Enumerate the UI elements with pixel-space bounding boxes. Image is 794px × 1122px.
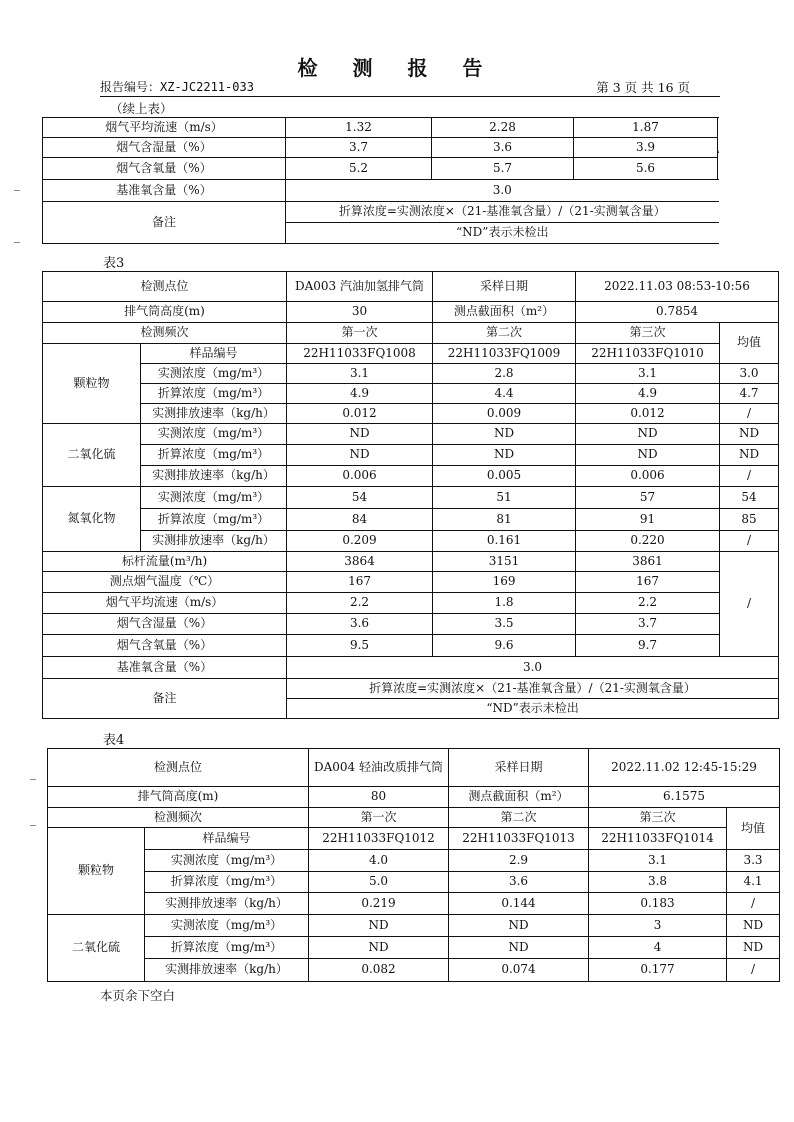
table-row — [43, 138, 719, 158]
run1-value: 9.5 — [287, 635, 433, 657]
ref-o2-value: 3.0 — [287, 657, 779, 679]
run3-value: 0.177 — [589, 959, 727, 982]
height-value: 80 — [309, 787, 449, 808]
table-row — [43, 118, 719, 138]
run3-value: 167 — [576, 572, 720, 593]
item-label: 实测排放速率（kg/h） — [141, 531, 287, 552]
table4-label: 表4 — [103, 733, 125, 748]
run3-value: 9.7 — [576, 635, 720, 657]
item-label: 实测浓度（mg/m³） — [141, 487, 287, 509]
table-row — [43, 424, 779, 445]
remark-nd: “ND”表示未检出 — [287, 699, 779, 719]
run1-value: 84 — [287, 509, 433, 531]
height-label: 排气筒高度(m) — [43, 302, 287, 323]
param-label: 烟气含湿量（%） — [43, 614, 287, 635]
remark-label: 备注 — [43, 679, 287, 719]
run3-value: 4 — [589, 937, 727, 959]
avg-value: 85 — [720, 509, 779, 531]
run1-value: 54 — [287, 487, 433, 509]
table-row — [48, 872, 780, 893]
run1-value: 4.0 — [309, 850, 449, 872]
table-row — [43, 384, 779, 404]
run2-value: 22H11033FQ1013 — [449, 828, 589, 850]
scan-mark — [14, 190, 20, 191]
area-value: 6.1575 — [589, 787, 780, 808]
item-label: 样品编号 — [145, 828, 309, 850]
run3-value: 3.9 — [574, 138, 718, 158]
table-row — [43, 364, 779, 384]
avg-value: / — [720, 404, 779, 424]
run2-value: 2.9 — [449, 850, 589, 872]
table-row — [48, 850, 780, 872]
run3-value: 1.87 — [574, 118, 718, 138]
pollutant-name: 氮氧化物 — [43, 487, 141, 552]
run3-value: 91 — [576, 509, 720, 531]
table4 — [47, 748, 780, 982]
run3-value: 3861 — [576, 552, 720, 572]
avg-value: ND — [720, 424, 779, 445]
run1-value: 3.1 — [287, 364, 433, 384]
run2-value: 0.144 — [449, 893, 589, 915]
run2-value: 51 — [433, 487, 576, 509]
run1-value: ND — [309, 937, 449, 959]
run3-value: 22H11033FQ1010 — [576, 344, 720, 364]
scan-mark — [14, 242, 20, 243]
run1-value: 5.2 — [286, 158, 432, 180]
param-label: 烟气平均流速（m/s） — [43, 593, 287, 614]
page-number: 第 3 页 共 16 页 — [596, 80, 690, 95]
run1-value: 0.082 — [309, 959, 449, 982]
continued-table — [42, 117, 719, 244]
run1-value: ND — [287, 445, 433, 466]
run3-value: 3.7 — [576, 614, 720, 635]
run2-value: ND — [433, 424, 576, 445]
run1-value: 22H11033FQ1008 — [287, 344, 433, 364]
item-label: 实测浓度（mg/m³） — [141, 424, 287, 445]
run3-value: 2.2 — [576, 593, 720, 614]
run1-value: 0.209 — [287, 531, 433, 552]
item-label: 样品编号 — [141, 344, 287, 364]
document-title: 检 测 报 告 — [297, 56, 497, 80]
run3-value: 3.8 — [589, 872, 727, 893]
avg-value: / — [727, 893, 780, 915]
table-row — [48, 808, 780, 828]
remark-label: 备注 — [43, 202, 286, 244]
table-row — [43, 272, 779, 302]
run1-value: 167 — [287, 572, 433, 593]
run1-header: 第一次 — [309, 808, 449, 828]
pollutant-name: 颗粒物 — [48, 828, 145, 915]
run2-value: 4.4 — [433, 384, 576, 404]
run1-value: 5.0 — [309, 872, 449, 893]
table-row — [43, 202, 719, 223]
pollutant-name: 二氧化硫 — [43, 424, 141, 487]
scan-mark — [30, 779, 36, 780]
avg-value: / — [720, 531, 779, 552]
point-value: DA004 轻油改质排气筒 — [309, 749, 449, 787]
run2-value: 0.009 — [433, 404, 576, 424]
run3-value: 0.006 — [576, 466, 720, 487]
param-label: 测点烟气温度（℃） — [43, 572, 287, 593]
run2-value: ND — [433, 445, 576, 466]
run2-value: ND — [449, 915, 589, 937]
continued-label: （续上表） — [110, 101, 173, 116]
item-label: 折算浓度（mg/m³） — [141, 384, 287, 404]
date-label: 采样日期 — [433, 272, 576, 302]
run1-value: 3.7 — [286, 138, 432, 158]
area-value: 0.7854 — [576, 302, 779, 323]
table-row — [43, 657, 779, 679]
remark-nd: “ND”表示未检出 — [286, 223, 719, 244]
date-label: 采样日期 — [449, 749, 589, 787]
param-label: 烟气含湿量（%） — [43, 138, 286, 158]
point-value: DA003 汽油加氢排气筒 — [287, 272, 433, 302]
run2-header: 第二次 — [449, 808, 589, 828]
run3-value: ND — [576, 424, 720, 445]
table-row — [48, 959, 780, 982]
run1-value: ND — [287, 424, 433, 445]
avg-header: 均值 — [727, 808, 780, 850]
table-row — [43, 552, 779, 572]
table-row — [48, 749, 780, 787]
table-row — [48, 828, 780, 850]
run2-value: 0.005 — [433, 466, 576, 487]
date-value: 2022.11.03 08:53-10:56 — [576, 272, 779, 302]
run2-value: 3151 — [433, 552, 576, 572]
item-label: 折算浓度（mg/m³） — [141, 445, 287, 466]
run1-value: 0.219 — [309, 893, 449, 915]
item-label: 实测浓度（mg/m³） — [145, 850, 309, 872]
run1-value: ND — [309, 915, 449, 937]
run2-value: 81 — [433, 509, 576, 531]
avg-value: ND — [727, 937, 780, 959]
run1-header: 第一次 — [287, 323, 433, 344]
scan-mark — [30, 825, 36, 826]
area-label: 测点截面积（m²） — [433, 302, 576, 323]
item-label: 实测排放速率（kg/h） — [145, 893, 309, 915]
remark-formula: 折算浓度=实测浓度×（21-基准氧含量）/（21-实测氧含量） — [286, 202, 719, 223]
run3-value: 0.183 — [589, 893, 727, 915]
item-label: 折算浓度（mg/m³） — [141, 509, 287, 531]
avg-header: 均值 — [720, 323, 779, 364]
run2-value: 3.6 — [449, 872, 589, 893]
table-row — [43, 509, 779, 531]
run2-value: 9.6 — [433, 635, 576, 657]
table-row — [43, 593, 779, 614]
item-label: 折算浓度（mg/m³） — [145, 937, 309, 959]
avg-slash — [718, 118, 719, 180]
table3 — [42, 271, 779, 719]
run2-value: 3.5 — [433, 614, 576, 635]
run3-value: 0.220 — [576, 531, 720, 552]
run2-value: 1.8 — [433, 593, 576, 614]
run2-value: 0.161 — [433, 531, 576, 552]
table-row — [43, 158, 719, 180]
run3-value: 3.1 — [576, 364, 720, 384]
item-label: 实测排放速率（kg/h） — [141, 466, 287, 487]
table-row — [43, 679, 779, 699]
run1-value: 22H11033FQ1012 — [309, 828, 449, 850]
run3-value: 3.1 — [589, 850, 727, 872]
table-row — [43, 180, 719, 202]
item-label: 实测浓度（mg/m³） — [145, 915, 309, 937]
avg-slash: / — [720, 552, 779, 657]
run2-value: 2.28 — [432, 118, 574, 138]
table-row — [48, 893, 780, 915]
avg-value: 54 — [720, 487, 779, 509]
avg-value: ND — [727, 915, 780, 937]
item-label: 折算浓度（mg/m³） — [145, 872, 309, 893]
avg-value: 4.1 — [727, 872, 780, 893]
table-row — [43, 466, 779, 487]
table-row — [43, 614, 779, 635]
run1-value: 3864 — [287, 552, 433, 572]
run1-value: 4.9 — [287, 384, 433, 404]
area-label: 测点截面积（m²） — [449, 787, 589, 808]
table-row — [48, 915, 780, 937]
avg-value: 3.0 — [720, 364, 779, 384]
param-label: 烟气平均流速（m/s） — [43, 118, 286, 138]
run3-header: 第三次 — [576, 323, 720, 344]
table3-label: 表3 — [103, 256, 125, 271]
run3-value: 4.9 — [576, 384, 720, 404]
run2-value: ND — [449, 937, 589, 959]
run3-value: 57 — [576, 487, 720, 509]
pollutant-name: 颗粒物 — [43, 344, 141, 424]
pollutant-name: 二氧化硫 — [48, 915, 145, 982]
item-label: 实测排放速率（kg/h） — [141, 404, 287, 424]
run3-value: 3 — [589, 915, 727, 937]
run3-value: ND — [576, 445, 720, 466]
table-row — [43, 404, 779, 424]
ref-o2-label: 基准氧含量（%） — [43, 180, 286, 202]
run2-header: 第二次 — [433, 323, 576, 344]
item-label: 实测排放速率（kg/h） — [145, 959, 309, 982]
run2-value: 2.8 — [433, 364, 576, 384]
table-row — [43, 531, 779, 552]
param-label: 烟气含氧量（%） — [43, 635, 287, 657]
avg-value: / — [720, 466, 779, 487]
param-label: 烟气含氧量（%） — [43, 158, 286, 180]
table-row — [43, 487, 779, 509]
footer-note: 本页余下空白 — [100, 988, 176, 1003]
run2-value: 22H11033FQ1009 — [433, 344, 576, 364]
avg-value: ND — [720, 445, 779, 466]
avg-value: 3.3 — [727, 850, 780, 872]
run1-value: 3.6 — [287, 614, 433, 635]
point-label: 检测点位 — [48, 749, 309, 787]
run3-value: 0.012 — [576, 404, 720, 424]
run1-value: 0.006 — [287, 466, 433, 487]
report-number: 报告编号：XZ-JC2211-033 — [100, 80, 254, 94]
point-label: 检测点位 — [43, 272, 287, 302]
ref-o2-value: 3.0 — [286, 180, 719, 202]
table-row — [43, 572, 779, 593]
table-row — [43, 445, 779, 466]
height-label: 排气筒高度(m) — [48, 787, 309, 808]
ref-o2-label: 基准氧含量（%） — [43, 657, 287, 679]
table-row — [43, 344, 779, 364]
report-header — [100, 78, 720, 97]
run2-value: 0.074 — [449, 959, 589, 982]
run1-value: 2.2 — [287, 593, 433, 614]
table-row — [48, 937, 780, 959]
run3-value: 5.6 — [574, 158, 718, 180]
run3-header: 第三次 — [589, 808, 727, 828]
table-row — [43, 635, 779, 657]
freq-label: 检测频次 — [48, 808, 309, 828]
run1-value: 1.32 — [286, 118, 432, 138]
run2-value: 169 — [433, 572, 576, 593]
run3-value: 22H11033FQ1014 — [589, 828, 727, 850]
remark-formula: 折算浓度=实测浓度×（21-基准氧含量）/（21-实测氧含量） — [287, 679, 779, 699]
run2-value: 3.6 — [432, 138, 574, 158]
table-row — [43, 302, 779, 323]
avg-value: 4.7 — [720, 384, 779, 404]
date-value: 2022.11.02 12:45-15:29 — [589, 749, 780, 787]
run2-value: 5.7 — [432, 158, 574, 180]
run1-value: 0.012 — [287, 404, 433, 424]
avg-value: / — [727, 959, 780, 982]
param-label: 标杆流量(m³/h) — [43, 552, 287, 572]
item-label: 实测浓度（mg/m³） — [141, 364, 287, 384]
height-value: 30 — [287, 302, 433, 323]
freq-label: 检测频次 — [43, 323, 287, 344]
table-row — [43, 323, 779, 344]
table-row — [48, 787, 780, 808]
